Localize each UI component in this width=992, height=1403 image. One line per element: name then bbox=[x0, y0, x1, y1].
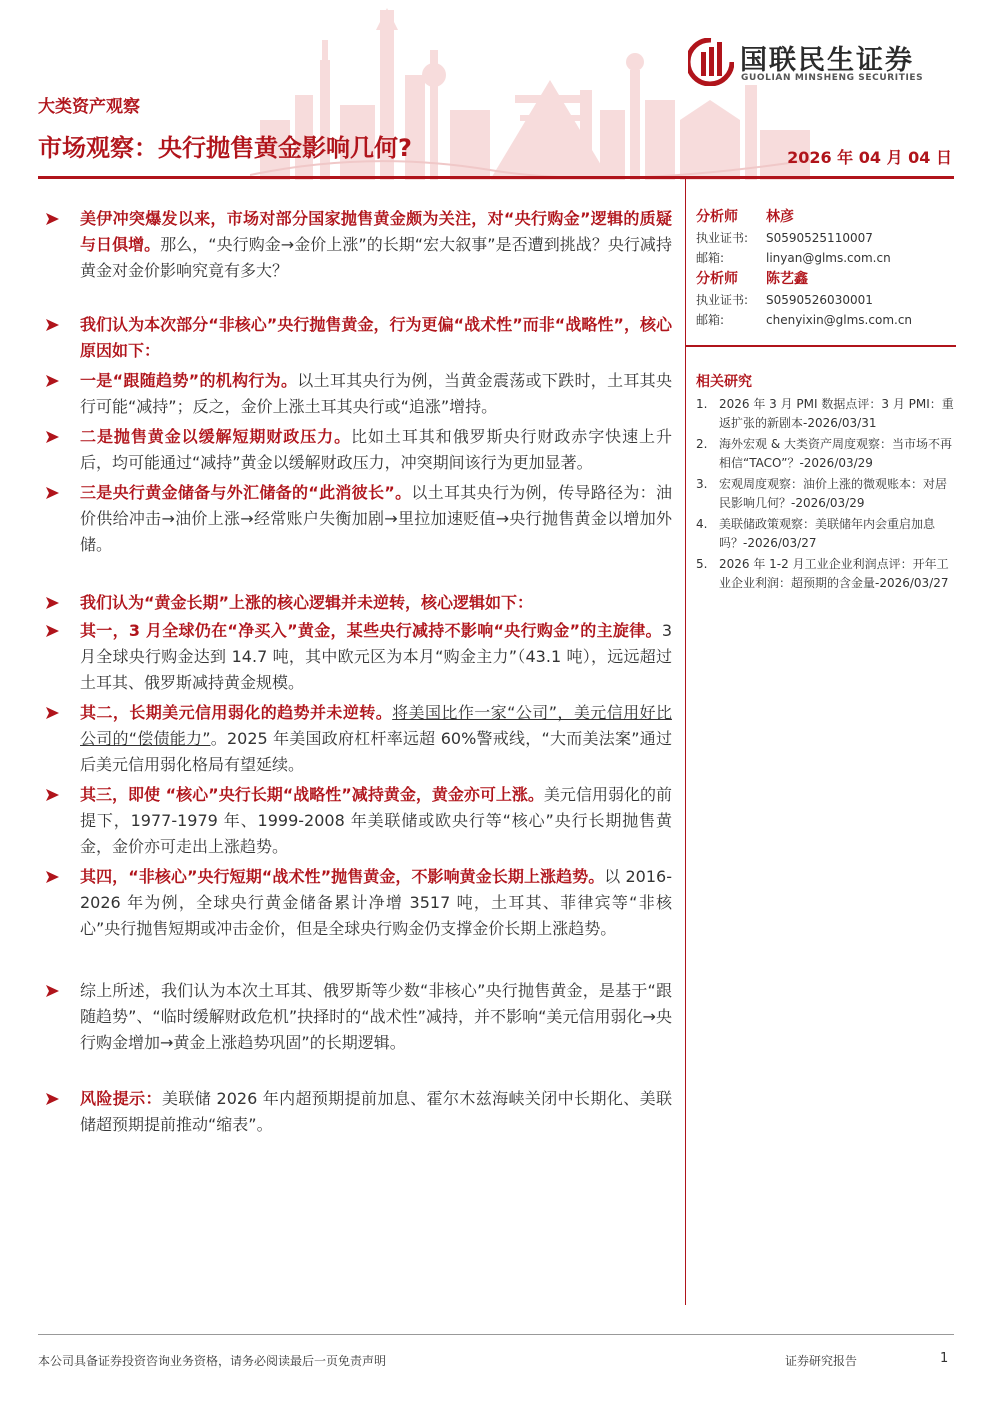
report-body bbox=[44, 206, 672, 1138]
email-label: 邮箱: bbox=[696, 251, 725, 265]
paragraph-10-lead: 其四，“非核心”央行短期“战术性”抛售黄金，不影响黄金长期上涨趋势。 bbox=[80, 867, 605, 886]
paragraph-11 bbox=[44, 978, 672, 1056]
paragraph-8 bbox=[44, 700, 672, 778]
email-address[interactable]: linyan@glms.com.cn bbox=[766, 251, 891, 265]
bullet-arrow-icon bbox=[44, 596, 60, 610]
paragraph-6 bbox=[44, 590, 672, 616]
related-item-text: 美联储政策观察：美联储年内会重启加息吗？-2026/03/27 bbox=[719, 517, 936, 550]
paragraph-5-lead: 三是央行黄金储备与外汇储备的“此消彼长”。 bbox=[80, 483, 412, 502]
related-item-text: 2026 年 1-2 月工业企业利润点评：开年工业企业利润：超预期的含金量-2026/03/27 bbox=[719, 557, 949, 590]
related-item-text: 海外宏观 & 大类资产周度观察：当市场不再相信“TACO”？-2026/03/29 bbox=[719, 437, 952, 470]
paragraph-2-lead: 我们认为本次部分“非核心”央行抛售黄金，行为更偏“战术性”而非“战略性”，核心原因如下： bbox=[80, 315, 672, 360]
related-item[interactable] bbox=[696, 555, 956, 592]
paragraph-1 bbox=[44, 206, 672, 284]
related-research-list bbox=[696, 395, 956, 595]
report-date: 2026 年 04 月 04 日 bbox=[787, 148, 952, 167]
paragraph-7-text: 3 月全球央行购金达到 14.7 吨，其中欧元区为本月“购金主力”（43.1 吨），远远超过土耳其、俄罗斯减持黄金规模。 bbox=[80, 621, 672, 692]
analyst-name: 林彦 bbox=[766, 209, 794, 225]
paragraph-4-text: 比如土耳其和俄罗斯央行财政赤字快速上升后，均可能通过“减持”黄金以缓解财政压力，冲突期间该行为更加显著。 bbox=[80, 427, 672, 472]
related-item[interactable] bbox=[696, 395, 956, 432]
analyst-name: 陈艺鑫 bbox=[766, 271, 808, 287]
related-item-number: 1. bbox=[696, 397, 708, 411]
brand-name-cn: 国联民生证券 bbox=[740, 45, 914, 76]
cert-number: S0590526030001 bbox=[766, 293, 873, 307]
company-logo bbox=[688, 36, 958, 96]
paragraph-10-text: 以 2016-2026 年为例，全球央行黄金储备累计净增 3517 吨，土耳其、菲律宾等“非核心”央行抛售短期或冲击金价，但是全球央行购金仍支撑金价长期上涨趋势。 bbox=[80, 867, 672, 938]
paragraph-7 bbox=[44, 618, 672, 696]
paragraph-6-lead: 我们认为“黄金长期”上涨的核心逻辑并未逆转，核心逻辑如下： bbox=[80, 593, 534, 612]
related-item-number: 3. bbox=[696, 477, 708, 491]
analyst-1 bbox=[696, 206, 958, 228]
email-label: 邮箱: bbox=[696, 313, 725, 327]
report-title: 市场观察：央行抛售黄金影响几何? bbox=[38, 134, 412, 162]
cert-label: 执业证书: bbox=[696, 231, 749, 245]
bullet-arrow-icon bbox=[44, 706, 60, 720]
analyst-role: 分析师 bbox=[696, 209, 738, 225]
paragraph-9-text: 美元信用弱化的前提下，1977-1979 年、1999-2008 年美联储或欧央行等“核心”央行长期抛售黄金，金价亦可走出上涨趋势。 bbox=[80, 785, 672, 856]
paragraph-3-text: 以土耳其央行为例，当黄金震荡或下跌时，土耳其央行可能“减持”；反之，金价上涨土耳其央行或“追涨”增持。 bbox=[80, 371, 672, 416]
paragraph-4 bbox=[44, 424, 672, 476]
paragraph-1-text: 那么，“央行购金→金价上涨”的长期“宏大叙事”是否遭到挑战？央行减持黄金对金价影响究竟有多大？ bbox=[80, 235, 672, 280]
footer-disclaimer: 本公司具备证券投资咨询业务资格，请务必阅读最后一页免责声明 bbox=[38, 1354, 387, 1368]
brand-name-en: GUOLIAN MINSHENG SECURITIES bbox=[741, 73, 924, 83]
related-item-text: 宏观周度观察：油价上涨的微观账本：对居民影响几何？-2026/03/29 bbox=[719, 477, 948, 510]
cert-number: S0590525110007 bbox=[766, 231, 873, 245]
footer-divider bbox=[38, 1334, 954, 1335]
bullet-arrow-icon bbox=[44, 1092, 60, 1106]
analyst-panel bbox=[696, 206, 958, 330]
related-item-number: 2. bbox=[696, 437, 708, 451]
bullet-arrow-icon bbox=[44, 624, 60, 638]
paragraph-12 bbox=[44, 1086, 672, 1138]
column-divider bbox=[685, 179, 686, 1305]
sidebar-divider bbox=[686, 345, 956, 347]
paragraph-9-lead: 其三，即使 “核心”央行长期“战略性”减持黄金，黄金亦可上涨。 bbox=[80, 785, 544, 804]
bullet-arrow-icon bbox=[44, 318, 60, 332]
bullet-arrow-icon bbox=[44, 374, 60, 388]
analyst-1-email bbox=[696, 248, 958, 268]
page-number: 1 bbox=[940, 1351, 949, 1366]
paragraph-10 bbox=[44, 864, 672, 942]
paragraph-3-lead: 一是“跟随趋势”的机构行为。 bbox=[80, 371, 298, 390]
analyst-2-cert bbox=[696, 290, 958, 310]
paragraph-3 bbox=[44, 368, 672, 420]
related-item-number: 5. bbox=[696, 557, 708, 571]
bullet-arrow-icon bbox=[44, 984, 60, 998]
bullet-arrow-icon bbox=[44, 870, 60, 884]
related-item[interactable] bbox=[696, 475, 956, 512]
analyst-2 bbox=[696, 268, 958, 290]
analyst-1-cert bbox=[696, 228, 958, 248]
bullet-arrow-icon bbox=[44, 430, 60, 444]
paragraph-2 bbox=[44, 312, 672, 364]
related-research-title: 相关研究 bbox=[696, 374, 752, 390]
paragraph-9 bbox=[44, 782, 672, 860]
analyst-2-email bbox=[696, 310, 958, 330]
bullet-arrow-icon bbox=[44, 486, 60, 500]
paragraph-11-text: 综上所述，我们认为本次土耳其、俄罗斯等少数“非核心”央行抛售黄金，是基于“跟随趋势”、“临时缓解财政危机”抉择时的“战术性”减持，并不影响“美元信用弱化→央行购金增加→黄金上涨趋势巩固”的长期逻辑。 bbox=[80, 981, 672, 1052]
analyst-role: 分析师 bbox=[696, 271, 738, 287]
paragraph-8-text: 。2025 年美国政府杠杆率远超 60%警戒线，“大而美法案”通过后美元信用弱化格局有望延续。 bbox=[80, 729, 672, 774]
logo-emblem-icon bbox=[688, 38, 734, 86]
risk-warning-label: 风险提示： bbox=[80, 1089, 162, 1108]
paragraph-5-text: 以土耳其央行为例，传导路径为：油价供给冲击→油价上涨→经常账户失衡加剧→里拉加速贬值→央行抛售黄金以增加外储。 bbox=[80, 483, 672, 554]
bullet-arrow-icon bbox=[44, 788, 60, 802]
paragraph-5 bbox=[44, 480, 672, 558]
related-item-number: 4. bbox=[696, 517, 708, 531]
header-divider bbox=[38, 176, 954, 179]
email-address[interactable]: chenyixin@glms.com.cn bbox=[766, 313, 913, 327]
footer-report-type: 证券研究报告 bbox=[785, 1354, 858, 1368]
related-item-text: 2026 年 3 月 PMI 数据点评：3 月 PMI：重返扩张的新剧本-2026/03/31 bbox=[719, 397, 954, 430]
paragraph-8-underlined: 将美国比作一家“公司”，美元信用好比公司的“偿债能力” bbox=[80, 703, 672, 748]
paragraph-4-lead: 二是抛售黄金以缓解短期财政压力。 bbox=[80, 427, 352, 446]
paragraph-1-lead: 美伊冲突爆发以来，市场对部分国家抛售黄金颇为关注，对“央行购金”逻辑的质疑与日俱增。 bbox=[80, 209, 672, 254]
related-item[interactable] bbox=[696, 515, 956, 552]
cert-label: 执业证书: bbox=[696, 293, 749, 307]
report-category: 大类资产观察 bbox=[38, 97, 140, 117]
paragraph-8-lead: 其二，长期美元信用弱化的趋势并未逆转。 bbox=[80, 703, 393, 722]
risk-warning-text: 美联储 2026 年内超预期提前加息、霍尔木兹海峡关闭中长期化、美联储超预期提前推动“缩表”。 bbox=[80, 1089, 672, 1134]
paragraph-7-lead: 其一，3 月全球仍在“净买入”黄金，某些央行减持不影响“央行购金”的主旋律。 bbox=[80, 621, 662, 640]
related-item[interactable] bbox=[696, 435, 956, 472]
bullet-arrow-icon bbox=[44, 212, 60, 226]
